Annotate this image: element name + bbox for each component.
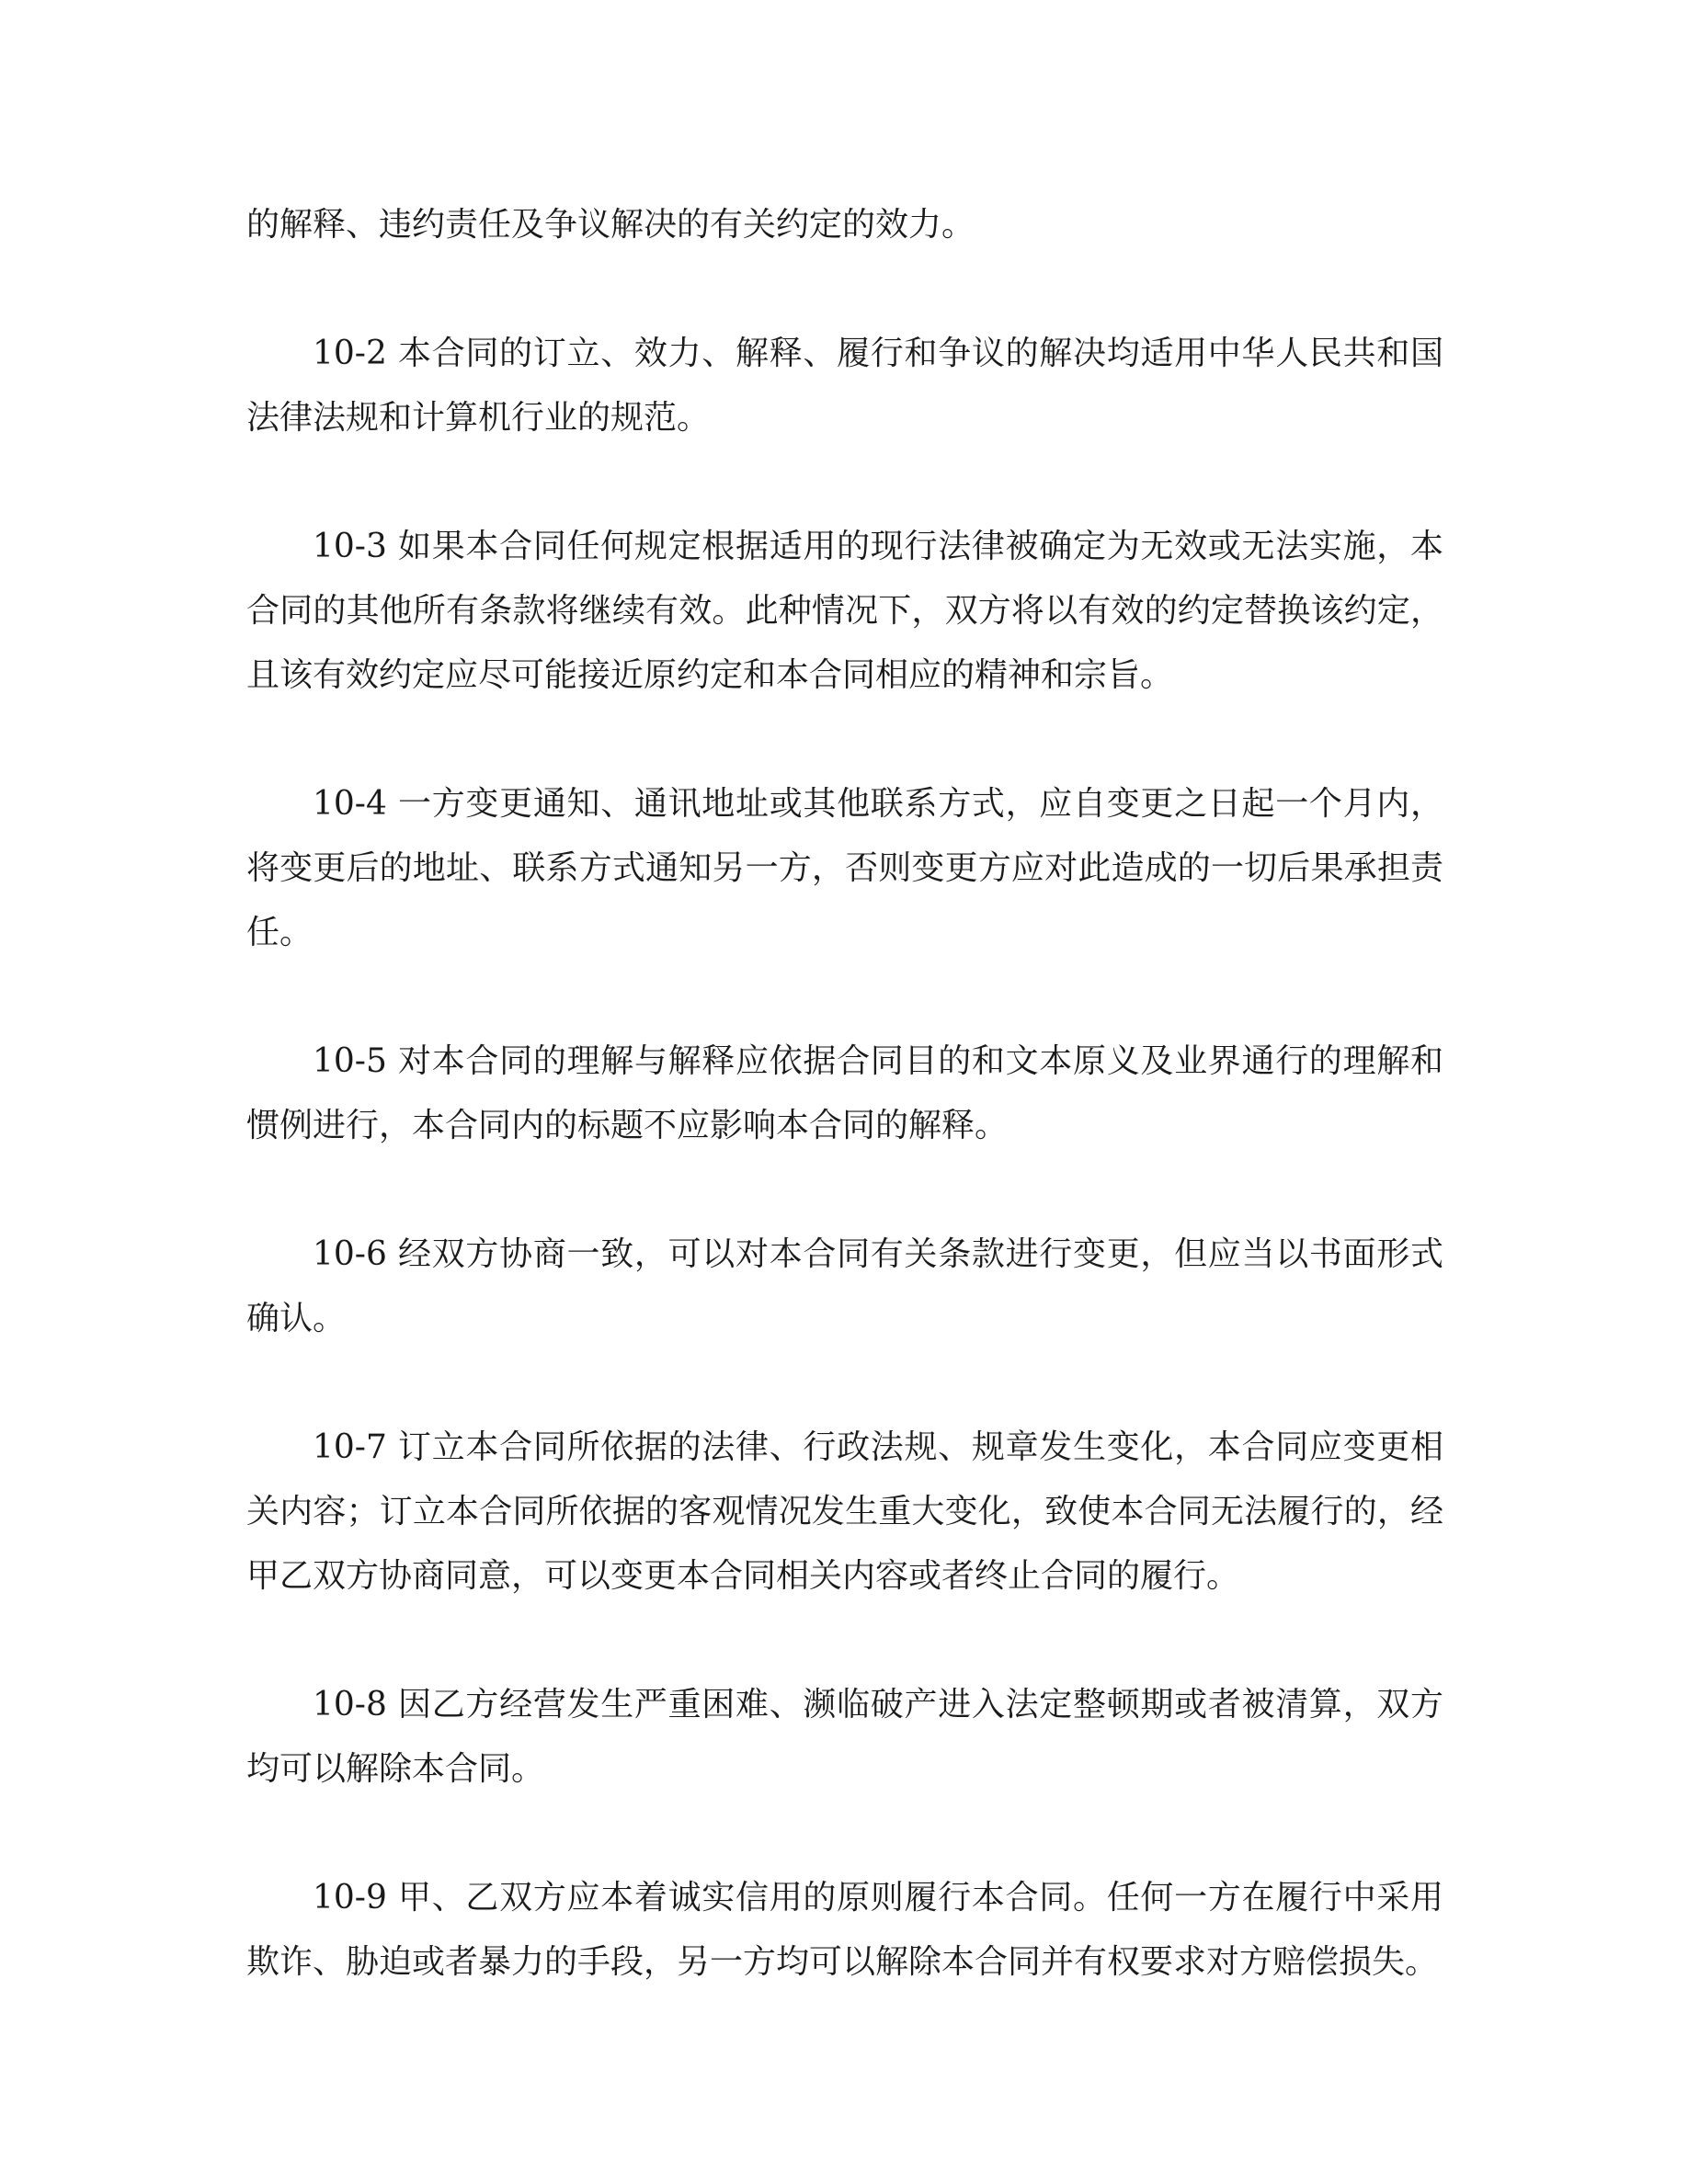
clause-10-2: 10-2 本合同的订立、效力、解释、履行和争议的解决均适用中华人民共和国法律法规和计算机行业的规范。 — [246, 335, 1443, 437]
clause-10-9: 10-9 甲、乙双方应本着诚实信用的原则履行本合同。任何一方在履行中采用欺诈、胁迫或者暴力的手段，另一方均可以解除本合同并有权要求对方赔偿损失。 — [246, 1879, 1443, 1981]
clause-10-8: 10-8 因乙方经营发生严重困难、濒临破产进入法定整顿期或者被清算，双方均可以解除本合同。 — [246, 1686, 1443, 1788]
clause-10-6: 10-6 经双方协商一致，可以对本合同有关条款进行变更，但应当以书面形式确认。 — [246, 1235, 1443, 1337]
clause-10-4: 10-4 一方变更通知、通讯地址或其他联系方式，应自变更之日起一个月内，将变更后的地址、联系方式通知另一方，否则变更方应对此造成的一切后果承担责任。 — [246, 785, 1443, 951]
contract-text — [246, 193, 1443, 2059]
paragraph-continuation: 的解释、违约责任及争议解决的有关约定的效力。 — [246, 206, 975, 244]
clause-10-3: 10-3 如果本合同任何规定根据适用的现行法律被确定为无效或无法实施，本合同的其他所有条款将继续有效。此种情况下，双方将以有效的约定替换该约定，且该有效约定应尽可能接近原约定和本合同相应的精神和宗旨。 — [246, 528, 1443, 694]
clause-10-7: 10-7 订立本合同所依据的法律、行政法规、规章发生变化，本合同应变更相关内容；订立本合同所依据的客观情况发生重大变化，致使本合同无法履行的，经甲乙双方协商同意，可以变更本合同相关内容或者终止合同的履行。 — [246, 1428, 1443, 1595]
clause-10-5: 10-5 对本合同的理解与解释应依据合同目的和文本原义及业界通行的理解和惯例进行，本合同内的标题不应影响本合同的解释。 — [246, 1042, 1443, 1144]
